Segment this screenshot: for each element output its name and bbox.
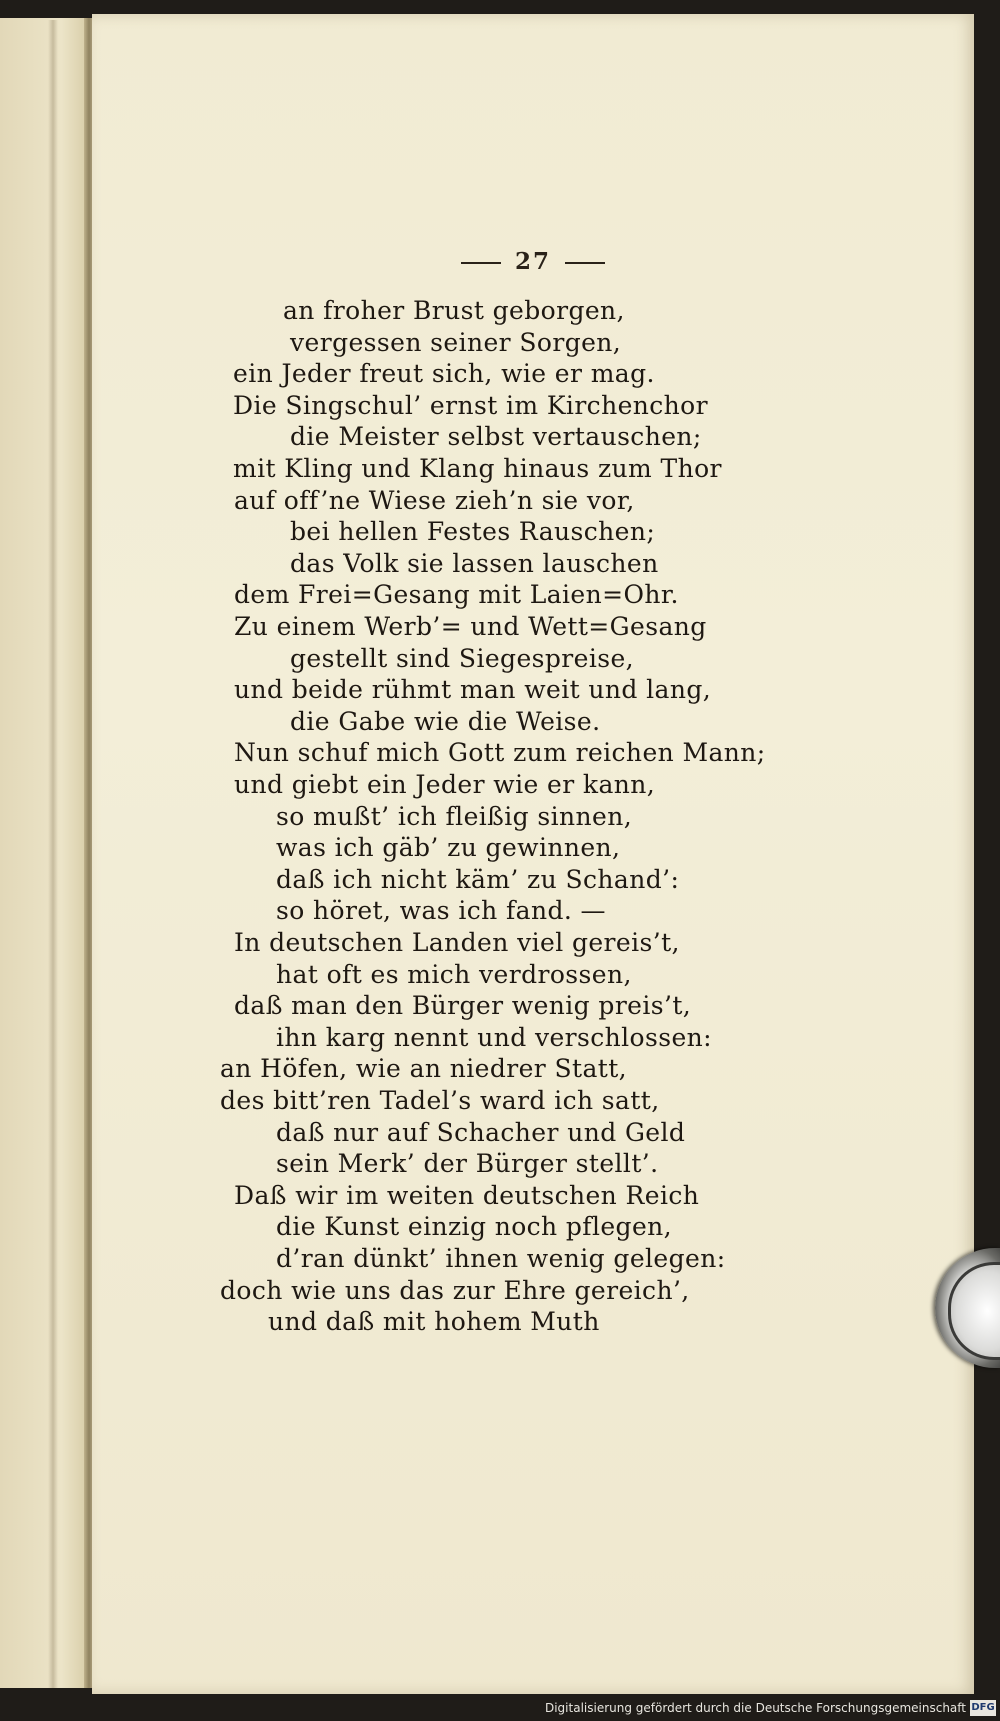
poem-line: daß nur auf Schacher und Geld xyxy=(276,1117,686,1147)
book-page xyxy=(92,14,974,1694)
header-dash-right xyxy=(565,262,605,264)
poem-line: Zu einem Werb’= und Wett=Gesang xyxy=(234,612,707,641)
poem-line: und giebt ein Jeder wie er kann, xyxy=(234,770,656,799)
header-dash-left xyxy=(461,262,501,264)
poem-line: die Kunst einzig noch pflegen, xyxy=(276,1212,672,1242)
poem-line: Nun schuf mich Gott zum reichen Mann; xyxy=(234,738,766,768)
poem-line: auf off’ne Wiese zieh’n sie vor, xyxy=(234,485,635,515)
page-number: 27 xyxy=(514,248,551,275)
poem-line: gestellt sind Siegespreise, xyxy=(290,643,634,673)
poem-line: die Gabe wie die Weise. xyxy=(290,706,601,736)
poem-line: die Meister selbst vertauschen; xyxy=(290,422,702,452)
poem-line: was ich gäb’ zu gewinnen, xyxy=(276,833,621,863)
poem-line: daß man den Bürger wenig preis’t, xyxy=(234,991,692,1021)
poem-line: ihn karg nennt und verschlossen: xyxy=(276,1022,712,1052)
poem-line: an Höfen, wie an niedrer Statt, xyxy=(220,1054,627,1084)
poem-line: ein Jeder freut sich, wie er mag. xyxy=(233,359,655,389)
previous-page-edge xyxy=(0,18,88,1688)
poem-line: an froher Brust geborgen, xyxy=(283,296,625,325)
poem-line: das Volk sie lassen lauschen xyxy=(290,548,659,578)
poem-line: mit Kling und Klang hinaus zum Thor xyxy=(233,454,722,483)
poem-line: doch wie uns das zur Ehre gereich’, xyxy=(220,1275,690,1305)
poem-line: vergessen seiner Sorgen, xyxy=(290,327,622,357)
poem-line: und beide rühmt man weit und lang, xyxy=(234,675,712,705)
poem-line: daß ich nicht käm’ zu Schand’: xyxy=(276,864,680,894)
poem-line: so mußt’ ich fleißig sinnen, xyxy=(276,801,633,831)
poem-line: sein Merk’ der Bürger stellt’. xyxy=(276,1149,659,1179)
poem-line: Daß wir im weiten deutschen Reich xyxy=(234,1180,700,1210)
poem-line: hat oft es mich verdrossen, xyxy=(276,959,632,989)
footer-credit: Digitalisierung gefördert durch die Deutsche Forschungsgemeinschaft xyxy=(544,1701,966,1715)
poem-line: dem Frei=Gesang mit Laien=Ohr. xyxy=(234,580,679,610)
poem-line: In deutschen Landen viel gereis’t, xyxy=(234,928,680,957)
previous-page-shadow xyxy=(48,20,58,1688)
dfg-logo: DFG xyxy=(970,1700,996,1716)
page-header xyxy=(92,248,974,275)
poem-line: so höret, was ich fand. — xyxy=(276,896,606,926)
poem-line: d’ran dünkt’ ihnen wenig gelegen: xyxy=(276,1244,726,1273)
poem-line: Die Singschul’ ernst im Kirchenchor xyxy=(233,390,708,420)
poem-line: bei hellen Festes Rauschen; xyxy=(290,517,656,547)
poem-line: und daß mit hohem Muth xyxy=(268,1307,600,1337)
poem-line: des bitt’ren Tadel’s ward ich satt, xyxy=(220,1086,660,1115)
